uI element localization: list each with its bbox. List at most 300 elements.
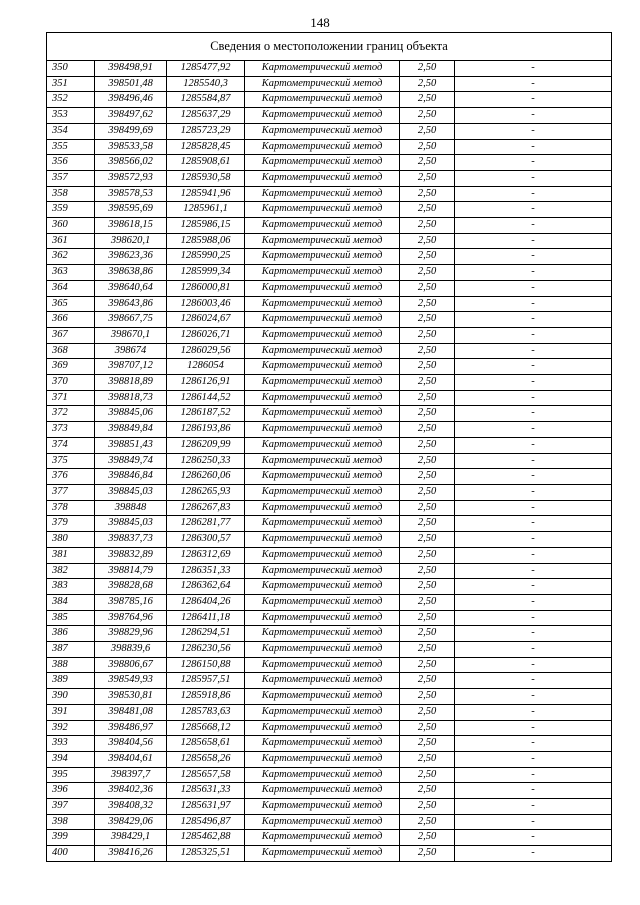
y-coordinate-cell: 1286281,77 — [167, 516, 245, 532]
method-cell: Картометрический метод — [245, 642, 400, 658]
table-row — [47, 563, 612, 579]
method-cell: Картометрический метод — [245, 249, 400, 265]
table-row — [47, 437, 612, 453]
point-number-cell: 376 — [47, 469, 95, 485]
x-coordinate-cell: 398481,08 — [95, 704, 167, 720]
table-row — [47, 312, 612, 328]
method-cell: Картометрический метод — [245, 626, 400, 642]
accuracy-cell: 2,50 — [400, 61, 455, 77]
description-cell: - — [455, 108, 612, 124]
description-cell: - — [455, 76, 612, 92]
x-coordinate-cell: 398846,84 — [95, 469, 167, 485]
x-coordinate-cell: 398623,36 — [95, 249, 167, 265]
accuracy-cell: 2,50 — [400, 767, 455, 783]
table-row — [47, 610, 612, 626]
method-cell: Картометрический метод — [245, 422, 400, 438]
point-number-cell: 368 — [47, 343, 95, 359]
method-cell: Картометрический метод — [245, 343, 400, 359]
point-number-cell: 399 — [47, 830, 95, 846]
x-coordinate-cell: 398828,68 — [95, 579, 167, 595]
method-cell: Картометрический метод — [245, 830, 400, 846]
description-cell: - — [455, 390, 612, 406]
x-coordinate-cell: 398496,46 — [95, 92, 167, 108]
x-coordinate-cell: 398674 — [95, 343, 167, 359]
accuracy-cell: 2,50 — [400, 390, 455, 406]
x-coordinate-cell: 398408,32 — [95, 799, 167, 815]
x-coordinate-cell: 398764,96 — [95, 610, 167, 626]
accuracy-cell: 2,50 — [400, 437, 455, 453]
y-coordinate-cell: 1286267,83 — [167, 500, 245, 516]
accuracy-cell: 2,50 — [400, 689, 455, 705]
point-number-cell: 360 — [47, 218, 95, 234]
point-number-cell: 380 — [47, 532, 95, 548]
accuracy-cell: 2,50 — [400, 170, 455, 186]
method-cell: Картометрический метод — [245, 170, 400, 186]
accuracy-cell: 2,50 — [400, 233, 455, 249]
x-coordinate-cell: 398849,84 — [95, 422, 167, 438]
accuracy-cell: 2,50 — [400, 123, 455, 139]
description-cell: - — [455, 265, 612, 281]
point-number-cell: 364 — [47, 280, 95, 296]
point-number-cell: 390 — [47, 689, 95, 705]
point-number-cell: 350 — [47, 61, 95, 77]
accuracy-cell: 2,50 — [400, 594, 455, 610]
description-cell: - — [455, 783, 612, 799]
method-cell: Картометрический метод — [245, 579, 400, 595]
x-coordinate-cell: 398638,86 — [95, 265, 167, 281]
description-cell: - — [455, 437, 612, 453]
point-number-cell: 378 — [47, 500, 95, 516]
accuracy-cell: 2,50 — [400, 579, 455, 595]
y-coordinate-cell: 1285941,96 — [167, 186, 245, 202]
description-cell: - — [455, 814, 612, 830]
method-cell: Картометрический метод — [245, 704, 400, 720]
description-cell: - — [455, 500, 612, 516]
description-cell: - — [455, 563, 612, 579]
table-row — [47, 751, 612, 767]
description-cell: - — [455, 375, 612, 391]
point-number-cell: 369 — [47, 359, 95, 375]
accuracy-cell: 2,50 — [400, 92, 455, 108]
y-coordinate-cell: 1286144,52 — [167, 390, 245, 406]
point-number-cell: 389 — [47, 673, 95, 689]
accuracy-cell: 2,50 — [400, 563, 455, 579]
description-cell: - — [455, 657, 612, 673]
accuracy-cell: 2,50 — [400, 783, 455, 799]
y-coordinate-cell: 1286187,52 — [167, 406, 245, 422]
point-number-cell: 391 — [47, 704, 95, 720]
description-cell: - — [455, 689, 612, 705]
table-row — [47, 500, 612, 516]
table-row — [47, 846, 612, 862]
method-cell: Картометрический метод — [245, 265, 400, 281]
accuracy-cell: 2,50 — [400, 736, 455, 752]
point-number-cell: 395 — [47, 767, 95, 783]
description-cell: - — [455, 453, 612, 469]
x-coordinate-cell: 398640,64 — [95, 280, 167, 296]
table-row — [47, 280, 612, 296]
x-coordinate-cell: 398499,69 — [95, 123, 167, 139]
y-coordinate-cell: 1286265,93 — [167, 484, 245, 500]
method-cell: Картометрический метод — [245, 108, 400, 124]
x-coordinate-cell: 398397,7 — [95, 767, 167, 783]
description-cell: - — [455, 359, 612, 375]
y-coordinate-cell: 1285637,29 — [167, 108, 245, 124]
point-number-cell: 352 — [47, 92, 95, 108]
x-coordinate-cell: 398818,89 — [95, 375, 167, 391]
table-row — [47, 155, 612, 171]
table-row — [47, 390, 612, 406]
table-row — [47, 516, 612, 532]
x-coordinate-cell: 398498,91 — [95, 61, 167, 77]
point-number-cell: 358 — [47, 186, 95, 202]
description-cell: - — [455, 280, 612, 296]
x-coordinate-cell: 398572,93 — [95, 170, 167, 186]
table-row — [47, 233, 612, 249]
accuracy-cell: 2,50 — [400, 202, 455, 218]
x-coordinate-cell: 398845,03 — [95, 516, 167, 532]
x-coordinate-cell: 398429,06 — [95, 814, 167, 830]
y-coordinate-cell: 1286003,46 — [167, 296, 245, 312]
accuracy-cell: 2,50 — [400, 296, 455, 312]
description-cell: - — [455, 626, 612, 642]
accuracy-cell: 2,50 — [400, 422, 455, 438]
table-row — [47, 327, 612, 343]
table-row — [47, 814, 612, 830]
accuracy-cell: 2,50 — [400, 751, 455, 767]
accuracy-cell: 2,50 — [400, 610, 455, 626]
point-number-cell: 357 — [47, 170, 95, 186]
y-coordinate-cell: 1286029,56 — [167, 343, 245, 359]
method-cell: Картометрический метод — [245, 783, 400, 799]
method-cell: Картометрический метод — [245, 186, 400, 202]
accuracy-cell: 2,50 — [400, 453, 455, 469]
description-cell: - — [455, 484, 612, 500]
method-cell: Картометрический метод — [245, 532, 400, 548]
accuracy-cell: 2,50 — [400, 139, 455, 155]
method-cell: Картометрический метод — [245, 799, 400, 815]
y-coordinate-cell: 1285462,88 — [167, 830, 245, 846]
table-row — [47, 532, 612, 548]
accuracy-cell: 2,50 — [400, 249, 455, 265]
table-row — [47, 123, 612, 139]
x-coordinate-cell: 398806,67 — [95, 657, 167, 673]
description-cell: - — [455, 422, 612, 438]
accuracy-cell: 2,50 — [400, 500, 455, 516]
description-cell: - — [455, 186, 612, 202]
accuracy-cell: 2,50 — [400, 76, 455, 92]
point-number-cell: 394 — [47, 751, 95, 767]
accuracy-cell: 2,50 — [400, 375, 455, 391]
method-cell: Картометрический метод — [245, 312, 400, 328]
y-coordinate-cell: 1286362,64 — [167, 579, 245, 595]
x-coordinate-cell: 398814,79 — [95, 563, 167, 579]
x-coordinate-cell: 398832,89 — [95, 547, 167, 563]
point-number-cell: 379 — [47, 516, 95, 532]
table-row — [47, 359, 612, 375]
accuracy-cell: 2,50 — [400, 846, 455, 862]
method-cell: Картометрический метод — [245, 123, 400, 139]
y-coordinate-cell: 1285631,97 — [167, 799, 245, 815]
method-cell: Картометрический метод — [245, 61, 400, 77]
description-cell: - — [455, 767, 612, 783]
y-coordinate-cell: 1285658,61 — [167, 736, 245, 752]
method-cell: Картометрический метод — [245, 673, 400, 689]
x-coordinate-cell: 398849,74 — [95, 453, 167, 469]
x-coordinate-cell: 398670,1 — [95, 327, 167, 343]
method-cell: Картометрический метод — [245, 76, 400, 92]
table-row — [47, 689, 612, 705]
method-cell: Картометрический метод — [245, 689, 400, 705]
point-number-cell: 386 — [47, 626, 95, 642]
y-coordinate-cell: 1286294,51 — [167, 626, 245, 642]
x-coordinate-cell: 398818,73 — [95, 390, 167, 406]
table-row — [47, 92, 612, 108]
point-number-cell: 388 — [47, 657, 95, 673]
description-cell: - — [455, 846, 612, 862]
method-cell: Картометрический метод — [245, 233, 400, 249]
x-coordinate-cell: 398416,26 — [95, 846, 167, 862]
y-coordinate-cell: 1286150,88 — [167, 657, 245, 673]
y-coordinate-cell: 1285657,58 — [167, 767, 245, 783]
description-cell: - — [455, 720, 612, 736]
table-row — [47, 469, 612, 485]
point-number-cell: 375 — [47, 453, 95, 469]
x-coordinate-cell: 398837,73 — [95, 532, 167, 548]
method-cell: Картометрический метод — [245, 280, 400, 296]
accuracy-cell: 2,50 — [400, 673, 455, 689]
table-row — [47, 657, 612, 673]
point-number-cell: 392 — [47, 720, 95, 736]
method-cell: Картометрический метод — [245, 751, 400, 767]
y-coordinate-cell: 1285658,26 — [167, 751, 245, 767]
point-number-cell: 373 — [47, 422, 95, 438]
point-number-cell: 361 — [47, 233, 95, 249]
y-coordinate-cell: 1286351,33 — [167, 563, 245, 579]
accuracy-cell: 2,50 — [400, 265, 455, 281]
x-coordinate-cell: 398620,1 — [95, 233, 167, 249]
point-number-cell: 372 — [47, 406, 95, 422]
y-coordinate-cell: 1285828,45 — [167, 139, 245, 155]
x-coordinate-cell: 398829,96 — [95, 626, 167, 642]
table-row — [47, 579, 612, 595]
method-cell: Картометрический метод — [245, 657, 400, 673]
y-coordinate-cell: 1286411,18 — [167, 610, 245, 626]
accuracy-cell: 2,50 — [400, 469, 455, 485]
y-coordinate-cell: 1285783,63 — [167, 704, 245, 720]
y-coordinate-cell: 1285918,86 — [167, 689, 245, 705]
table-row — [47, 642, 612, 658]
table-row — [47, 139, 612, 155]
table-body — [47, 61, 612, 862]
accuracy-cell: 2,50 — [400, 406, 455, 422]
point-number-cell: 387 — [47, 642, 95, 658]
table-row — [47, 218, 612, 234]
method-cell: Картометрический метод — [245, 218, 400, 234]
method-cell: Картометрический метод — [245, 563, 400, 579]
page-number: 148 — [310, 15, 330, 30]
point-number-cell: 351 — [47, 76, 95, 92]
method-cell: Картометрический метод — [245, 359, 400, 375]
accuracy-cell: 2,50 — [400, 704, 455, 720]
accuracy-cell: 2,50 — [400, 814, 455, 830]
point-number-cell: 398 — [47, 814, 95, 830]
method-cell: Картометрический метод — [245, 327, 400, 343]
x-coordinate-cell: 398845,03 — [95, 484, 167, 500]
accuracy-cell: 2,50 — [400, 626, 455, 642]
accuracy-cell: 2,50 — [400, 642, 455, 658]
accuracy-cell: 2,50 — [400, 547, 455, 563]
point-number-cell: 393 — [47, 736, 95, 752]
point-number-cell: 366 — [47, 312, 95, 328]
table-row — [47, 830, 612, 846]
y-coordinate-cell: 1285930,58 — [167, 170, 245, 186]
x-coordinate-cell: 398707,12 — [95, 359, 167, 375]
description-cell: - — [455, 704, 612, 720]
table-row — [47, 422, 612, 438]
y-coordinate-cell: 1285908,61 — [167, 155, 245, 171]
method-cell: Картометрический метод — [245, 375, 400, 391]
accuracy-cell: 2,50 — [400, 280, 455, 296]
accuracy-cell: 2,50 — [400, 799, 455, 815]
accuracy-cell: 2,50 — [400, 516, 455, 532]
description-cell: - — [455, 736, 612, 752]
table-row — [47, 249, 612, 265]
x-coordinate-cell: 398845,06 — [95, 406, 167, 422]
accuracy-cell: 2,50 — [400, 484, 455, 500]
description-cell: - — [455, 312, 612, 328]
method-cell: Картометрический метод — [245, 469, 400, 485]
table-row — [47, 783, 612, 799]
description-cell: - — [455, 594, 612, 610]
point-number-cell: 384 — [47, 594, 95, 610]
accuracy-cell: 2,50 — [400, 327, 455, 343]
description-cell: - — [455, 406, 612, 422]
point-number-cell: 371 — [47, 390, 95, 406]
description-cell: - — [455, 343, 612, 359]
description-cell: - — [455, 170, 612, 186]
method-cell: Картометрический метод — [245, 139, 400, 155]
y-coordinate-cell: 1285723,29 — [167, 123, 245, 139]
accuracy-cell: 2,50 — [400, 312, 455, 328]
table-row — [47, 108, 612, 124]
table-row — [47, 547, 612, 563]
table-title-row — [47, 33, 612, 61]
table-row — [47, 767, 612, 783]
y-coordinate-cell: 1286000,81 — [167, 280, 245, 296]
description-cell: - — [455, 516, 612, 532]
description-cell: - — [455, 92, 612, 108]
x-coordinate-cell: 398785,16 — [95, 594, 167, 610]
x-coordinate-cell: 398848 — [95, 500, 167, 516]
table-row — [47, 453, 612, 469]
description-cell: - — [455, 202, 612, 218]
description-cell: - — [455, 233, 612, 249]
description-cell: - — [455, 673, 612, 689]
point-number-cell: 377 — [47, 484, 95, 500]
description-cell: - — [455, 139, 612, 155]
accuracy-cell: 2,50 — [400, 155, 455, 171]
y-coordinate-cell: 1286300,57 — [167, 532, 245, 548]
point-number-cell: 353 — [47, 108, 95, 124]
point-number-cell: 382 — [47, 563, 95, 579]
method-cell: Картометрический метод — [245, 155, 400, 171]
y-coordinate-cell: 1285631,33 — [167, 783, 245, 799]
point-number-cell: 355 — [47, 139, 95, 155]
point-number-cell: 356 — [47, 155, 95, 171]
description-cell: - — [455, 249, 612, 265]
point-number-cell: 381 — [47, 547, 95, 563]
method-cell: Картометрический метод — [245, 594, 400, 610]
method-cell: Картометрический метод — [245, 296, 400, 312]
accuracy-cell: 2,50 — [400, 532, 455, 548]
method-cell: Картометрический метод — [245, 202, 400, 218]
table-row — [47, 594, 612, 610]
accuracy-cell: 2,50 — [400, 657, 455, 673]
method-cell: Картометрический метод — [245, 484, 400, 500]
x-coordinate-cell: 398667,75 — [95, 312, 167, 328]
table-row — [47, 626, 612, 642]
y-coordinate-cell: 1286126,91 — [167, 375, 245, 391]
y-coordinate-cell: 1286209,99 — [167, 437, 245, 453]
y-coordinate-cell: 1286026,71 — [167, 327, 245, 343]
description-cell: - — [455, 218, 612, 234]
description-cell: - — [455, 751, 612, 767]
method-cell: Картометрический метод — [245, 390, 400, 406]
point-number-cell: 374 — [47, 437, 95, 453]
y-coordinate-cell: 1285668,12 — [167, 720, 245, 736]
method-cell: Картометрический метод — [245, 610, 400, 626]
point-number-cell: 385 — [47, 610, 95, 626]
table-row — [47, 296, 612, 312]
method-cell: Картометрический метод — [245, 453, 400, 469]
table-row — [47, 375, 612, 391]
table-row — [47, 170, 612, 186]
point-number-cell: 383 — [47, 579, 95, 595]
method-cell: Картометрический метод — [245, 720, 400, 736]
y-coordinate-cell: 1286312,69 — [167, 547, 245, 563]
y-coordinate-cell: 1285961,1 — [167, 202, 245, 218]
point-number-cell: 400 — [47, 846, 95, 862]
x-coordinate-cell: 398595,69 — [95, 202, 167, 218]
point-number-cell: 370 — [47, 375, 95, 391]
y-coordinate-cell: 1286024,67 — [167, 312, 245, 328]
accuracy-cell: 2,50 — [400, 359, 455, 375]
description-cell: - — [455, 830, 612, 846]
y-coordinate-cell: 1285988,06 — [167, 233, 245, 249]
description-cell: - — [455, 469, 612, 485]
y-coordinate-cell: 1285584,87 — [167, 92, 245, 108]
x-coordinate-cell: 398566,02 — [95, 155, 167, 171]
point-number-cell: 354 — [47, 123, 95, 139]
point-number-cell: 396 — [47, 783, 95, 799]
x-coordinate-cell: 398549,93 — [95, 673, 167, 689]
description-cell: - — [455, 61, 612, 77]
description-cell: - — [455, 642, 612, 658]
description-cell: - — [455, 296, 612, 312]
table-row — [47, 799, 612, 815]
table-row — [47, 704, 612, 720]
y-coordinate-cell: 1285325,51 — [167, 846, 245, 862]
accuracy-cell: 2,50 — [400, 218, 455, 234]
description-cell: - — [455, 123, 612, 139]
boundary-coordinates-table — [46, 32, 612, 862]
method-cell: Картометрический метод — [245, 736, 400, 752]
point-number-cell: 397 — [47, 799, 95, 815]
table-row — [47, 484, 612, 500]
point-number-cell: 367 — [47, 327, 95, 343]
y-coordinate-cell: 1285957,51 — [167, 673, 245, 689]
